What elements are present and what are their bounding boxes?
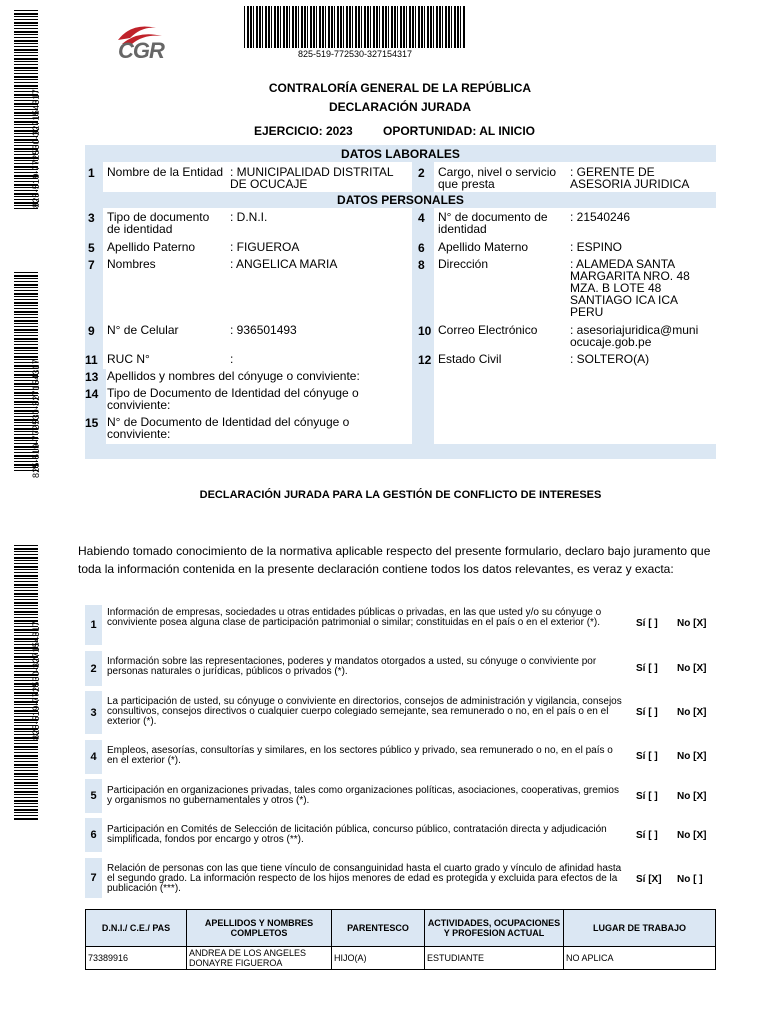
question-4-si[interactable]: Sí [ ] [636, 751, 658, 762]
field-8-number: 8 [418, 258, 425, 272]
question-2-text: Información sobre las representaciones, poderes y mandatos otorgados a usted, su cónyuge o conviviente por personas naturales o jurídicas, públicos o privados (*). [107, 656, 597, 677]
header-nombres: APELLIDOS Y NOMBRES COMPLETOS [187, 910, 332, 947]
question-4-text: Empleos, asesorías, consultorías y similares, en los sectores público y privado, sea remunerado o no, en el país o en el exterior (*). [107, 745, 613, 766]
question-1-no[interactable]: No [X] [677, 618, 707, 629]
field-14-label: Tipo de Documento de Identidad del cónyuge o conviviente: [107, 386, 359, 412]
question-4-number: 4 [85, 740, 102, 774]
question-2-number: 2 [85, 651, 102, 686]
band-rows-13-15 [103, 369, 106, 444]
conflict-title: DECLARACIÓN JURADA PARA LA GESTIÓN DE CONFLICTO DE INTERESES [199, 489, 602, 501]
field-3-value: : D.N.I. [230, 210, 268, 224]
field-11-number: 11 [85, 353, 98, 367]
question-5-text: Participación en organizaciones privadas, tales como organizaciones políticas, asociaciones, cooperativas, gremios y organismos no gubernamentales y otros (*). [107, 785, 619, 806]
field-6-label: Apellido Materno [438, 240, 529, 254]
field-7-value: : ANGELICA MARIA [230, 257, 338, 271]
field-2-value: : GERENTE DE ASESORIA JURIDICA [570, 165, 690, 191]
field-4-number: 4 [418, 211, 425, 225]
question-2-no[interactable]: No [X] [677, 663, 707, 674]
field-6-value: : ESPINO [570, 240, 623, 254]
question-7-no[interactable]: No [ ] [677, 874, 703, 885]
top-barcode-text: 825-519-772530-327154317 [297, 49, 413, 59]
question-3-no[interactable]: No [X] [677, 707, 707, 718]
intro-paragraph: Habiendo tomado conocimiento de la normativa aplicable respecto del presente formulario, declaro bajo juramento que toda la información contenida en la presente declaración contiene todos los datos relevantes, es veraz y exacta: [78, 544, 711, 576]
header-parentesco: PARENTESCO [332, 910, 425, 947]
field-3-number: 3 [88, 211, 95, 225]
question-1-text: Información de empresas, sociedades u otras entidades públicas o privadas, en las que usted y/o su cónyuge o conviviente posea alguna clase de participación patrimonial o similar; constituidas en el país o en el exterior (*). [107, 607, 602, 628]
relatives-table [85, 909, 716, 970]
cell-nombres: ANDREA DE LOS ANGELES DONAYRE FIGUEROA [187, 947, 332, 970]
field-1-value: : MUNICIPALIDAD DISTRITAL DE OCUCAJE [230, 165, 394, 191]
field-10-label: Correo Electrónico [438, 323, 538, 337]
field-8-value: : ALAMEDA SANTA MARGARITA NRO. 48 MZA. B LOTE 48 SANTIAGO ICA ICA PERU [570, 257, 690, 319]
field-6-number: 6 [418, 241, 425, 255]
field-11-label: RUC N° [107, 352, 150, 366]
question-6-no[interactable]: No [X] [677, 830, 707, 841]
question-6-text: Participación en Comités de Selección de licitación pública, concurso público, contratación directa y adjudicación simplificada, fondos por encargo y otros (**). [107, 824, 607, 845]
section-datos-laborales: DATOS LABORALES [341, 147, 460, 161]
question-3-si[interactable]: Sí [ ] [636, 707, 658, 718]
field-3-label: Tipo de documento de identidad [107, 210, 210, 236]
question-5-no[interactable]: No [X] [677, 791, 707, 802]
field-2-number: 2 [418, 166, 425, 180]
field-13-number: 13 [85, 370, 99, 384]
field-9-value: : 936501493 [230, 323, 297, 337]
field-15-label: N° de Documento de Identidad del cónyuge o conviviente: [107, 415, 350, 441]
field-10-number: 10 [418, 324, 432, 338]
field-4-value: : 21540246 [570, 210, 631, 224]
field-5-label: Apellido Paterno [107, 240, 196, 254]
field-4-label: N° de documento de identidad [438, 210, 548, 236]
cell-dni: 73389916 [86, 947, 187, 970]
field-10-value: : asesoriajuridica@muni ocucaje.gob.pe [570, 323, 699, 349]
question-2-si[interactable]: Sí [ ] [636, 663, 658, 674]
cell-lugar-trabajo: NO APLICA [564, 947, 716, 970]
header-actividades: ACTIVIDADES, OCUPACIONES Y PROFESION ACTUAL [425, 910, 564, 947]
field-9-label: N° de Celular [107, 323, 179, 337]
logo-text: CGR [118, 38, 164, 63]
side-barcode-text-middle: 825-519-772530-327154317 [31, 359, 41, 478]
top-barcode [244, 6, 466, 48]
field-14-number: 14 [85, 387, 99, 401]
question-7-text: Relación de personas con las que tiene vínculo de consanguinidad hasta el cuarto grado y vínculo de afinidad hasta el segundo grado. La información respecto de los hijos menores de edad es protegida y excluida para efectos de la publicación (***). [107, 863, 622, 894]
side-barcode-text-bottom: 825-519-772530-327154317 [31, 621, 41, 740]
field-12-number: 12 [418, 353, 432, 367]
question-1-number: 1 [85, 605, 102, 645]
cell-parentesco: HIJO(A) [332, 947, 425, 970]
field-13-label: Apellidos y nombres del cónyuge o conviviente: [107, 369, 360, 383]
question-7-number: 7 [85, 858, 102, 898]
table-row [86, 947, 716, 970]
side-barcode-text-top: 825-519-772530-327154317 [31, 89, 41, 208]
cell-actividades: ESTUDIANTE [425, 947, 564, 970]
section-datos-personales: DATOS PERSONALES [337, 193, 464, 207]
header-oportunidad: OPORTUNIDAD: AL INICIO [383, 124, 535, 138]
header-dni: D.N.I./ C.E./ PAS [86, 910, 187, 947]
field-12-value: : SOLTERO(A) [570, 352, 650, 366]
field-1-label: Nombre de la Entidad [107, 165, 224, 179]
field-7-label: Nombres [107, 257, 156, 271]
question-5-si[interactable]: Sí [ ] [636, 791, 658, 802]
header-ejercicio: EJERCICIO: 2023 [254, 124, 353, 138]
field-11-value: : [230, 352, 234, 366]
question-6-si[interactable]: Sí [ ] [636, 830, 658, 841]
relatives-table-header [86, 910, 716, 947]
field-7-number: 7 [88, 258, 95, 272]
question-6-number: 6 [85, 818, 102, 852]
question-4-no[interactable]: No [X] [677, 751, 707, 762]
field-8-label: Dirección [438, 257, 489, 271]
question-5-number: 5 [85, 779, 102, 813]
field-9-number: 9 [88, 324, 95, 338]
field-1-number: 1 [88, 166, 95, 180]
question-1-si[interactable]: Sí [ ] [636, 618, 658, 629]
field-15-number: 15 [85, 416, 99, 430]
field-2-label: Cargo, nivel o servicio que presta [438, 165, 557, 191]
field-5-value: : FIGUEROA [230, 240, 300, 254]
question-7-si[interactable]: Sí [X] [636, 874, 662, 885]
field-5-number: 5 [88, 241, 95, 255]
question-3-number: 3 [85, 691, 102, 734]
header-title-institution: CONTRALORÍA GENERAL DE LA REPÚBLICA [268, 81, 532, 95]
question-3-text: La participación de usted, su cónyuge o conviviente en directorios, consejos de administración y vigilancia, consejos consultivos, consejos directivos o cualquier cuerpo colegiado semejante, sea remunerado o no, en el país o en el exterior (*). [107, 696, 622, 727]
field-12-label: Estado Civil [438, 352, 502, 366]
header-lugar-trabajo: LUGAR DE TRABAJO [564, 910, 716, 947]
header-title-declaration: DECLARACIÓN JURADA [328, 100, 471, 114]
